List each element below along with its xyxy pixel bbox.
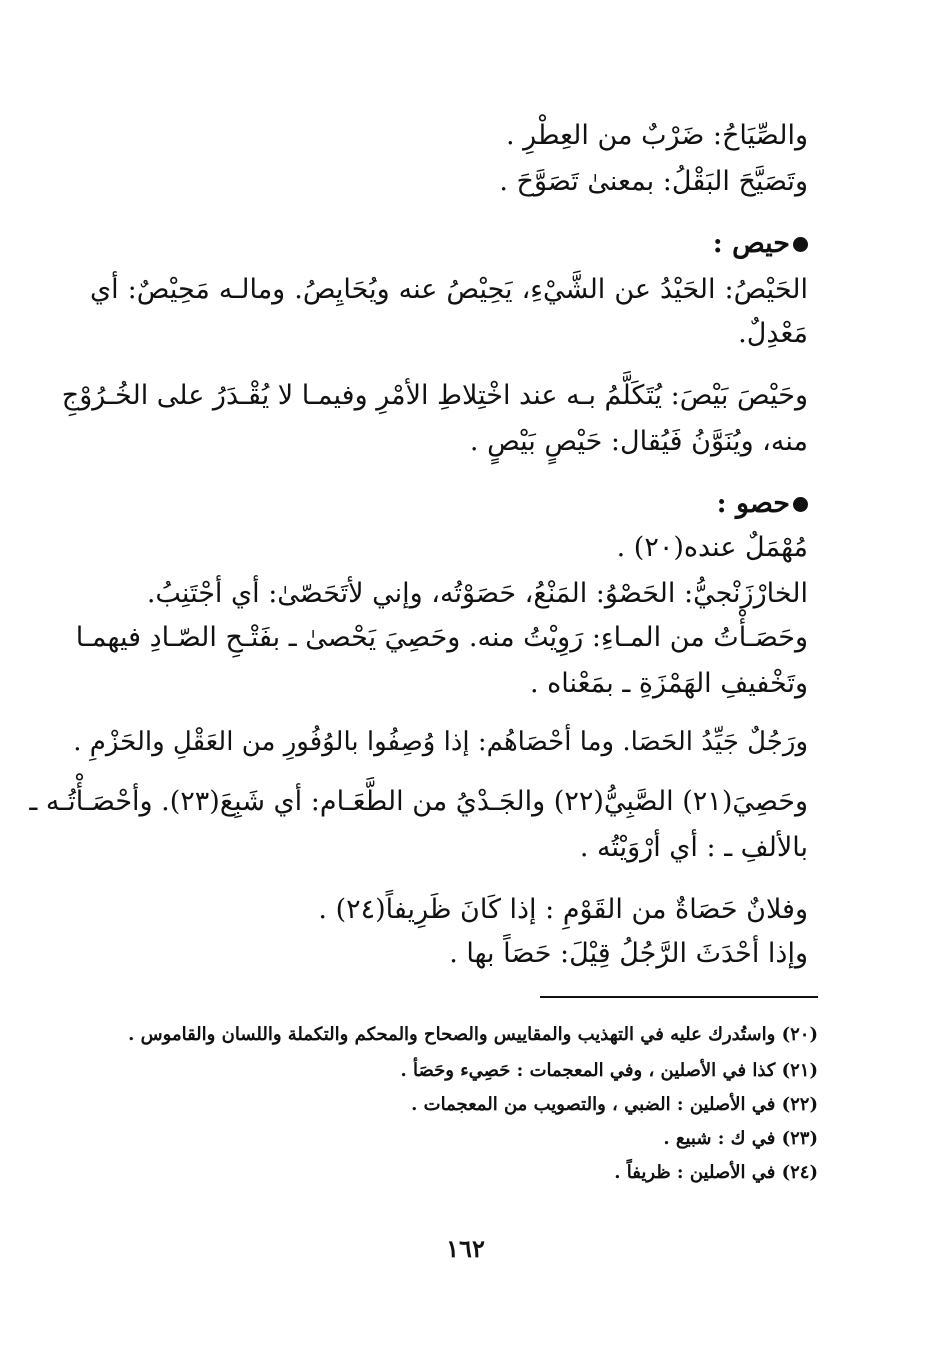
text-line: مُهْمَلٌ عنده(٢٠) . — [616, 532, 808, 563]
footnote-divider — [540, 996, 818, 998]
text-line: وتَخْفيفِ الهَمْزَةِ ـ بمَعْناه . — [529, 668, 808, 699]
text-line: وفلانٌ حَصَاةٌ من القَوْمِ : إذا كَانَ ظَرِيفاً(٢٤) . — [318, 894, 808, 925]
text-line: والصِّيَاحُ: ضَرْبٌ من العِطْرِ . — [505, 120, 808, 151]
entry-heading-hays — [713, 224, 808, 264]
text-line: وإذا أحْدَثَ الرَّجُلُ قِيْلَ: حَصَاً بها . — [449, 938, 808, 969]
text-line: وحَصِيَ(٢١) الصَّبِيُّ(٢٢) والجَـدْيُ من الطَّعَـام: أي شَبِعَ(٢٣). وأحْصَـأْتُـه ـ — [29, 786, 808, 817]
footnote: (٢٠) واستُدرك عليه في التهذيب والمقاييس والصحاح والمحكم والتكملة واللسان والقاموس . — [128, 1024, 818, 1045]
text-line: مَعْدِلٌ. — [738, 318, 808, 349]
entry-heading-label: حصو : — [716, 488, 790, 519]
text-line: وحَيْصَ بَيْصَ: يُتَكَلَّمُ بـه عند اخْتِلاطِ الأمْرِ وفيمـا لا يُقْـدَرُ على الخُـرُوْجِ — [61, 380, 808, 411]
entry-heading-label: حيص : — [712, 228, 790, 259]
text-line: منه، ويُنَوَّنُ فَيُقال: حَيْصٍ بَيْصٍ . — [469, 426, 808, 457]
text-line: الخارْزَنْجيُّ: الحَصْوُ: المَنْعُ، حَصَوْتُه، وإني لأتَحَصّىٰ: أي أجْتَنِبُ. — [146, 578, 808, 609]
text-line: بالألفِ ـ : أي أرْوَيْتُه . — [579, 832, 808, 863]
bullet-icon — [793, 497, 808, 512]
text-line: الحَيْصُ: الحَيْدُ عن الشَّيْءِ، يَحِيْصُ عنه ويُحَايِصُ. ومالـه مَحِيْصٌ: أي — [90, 274, 808, 305]
text-line: ورَجُلٌ جَيِّدُ الحَصَا. وما أحْصَاهُم: إذا وُصِفُوا بالوُفُورِ من العَقْلِ والحَزْمِ . — [73, 727, 808, 757]
footnote: (٢٤) في الأصلين : ظريفاً . — [614, 1162, 818, 1183]
footnote: (٢٣) في ك : شبيع . — [663, 1128, 818, 1149]
entry-heading-haswa — [717, 484, 808, 524]
footnote: (٢٢) في الأصلين : الضبي ، والتصويب من المعجمات . — [411, 1094, 818, 1115]
text-line: وحَصَـأْتُ من المـاءِ: رَوِيْتُ منه. وحَصِيَ يَحْصىٰ ـ بفَتْـحِ الصّـادِ فيهمـا — [75, 622, 808, 653]
page-number: ١٦٢ — [446, 1234, 485, 1263]
bullet-icon — [793, 237, 808, 252]
text-line: وتَصَيَّحَ البَقْلُ: بمعنىٰ تَصَوَّحَ . — [499, 166, 808, 197]
footnote: (٢١) كذا في الأصلين ، وفي المعجمات : حَصِيء وحَصَأ . — [400, 1060, 818, 1081]
